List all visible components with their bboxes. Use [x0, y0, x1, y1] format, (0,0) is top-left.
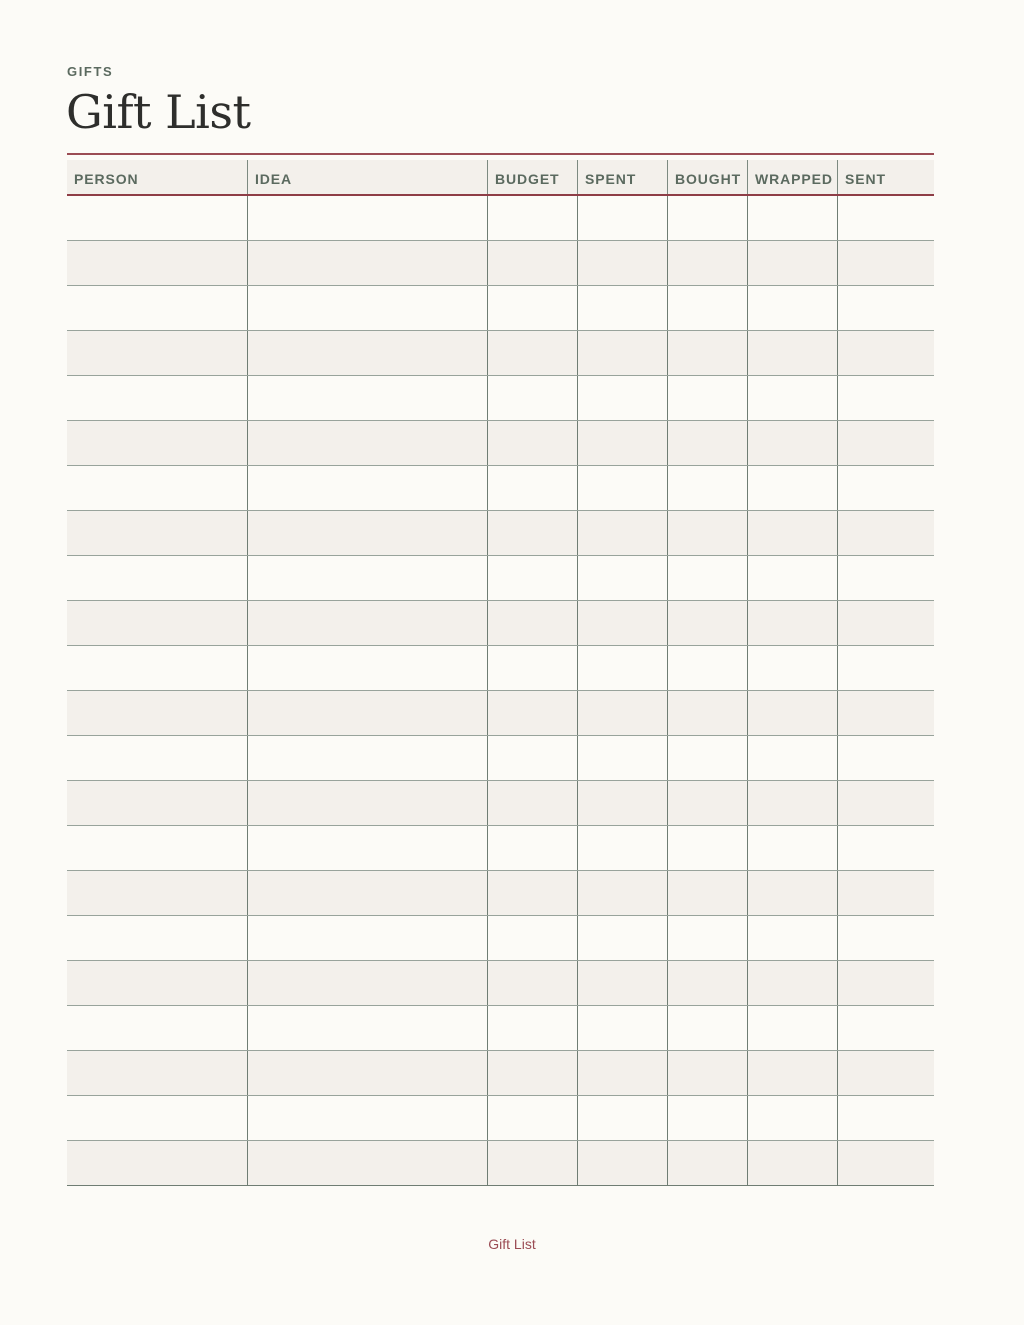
- cell-budget[interactable]: [487, 421, 577, 465]
- cell-idea[interactable]: [247, 916, 487, 960]
- cell-bought[interactable]: [667, 1051, 747, 1095]
- cell-sent[interactable]: [837, 916, 934, 960]
- cell-budget[interactable]: [487, 916, 577, 960]
- cell-idea[interactable]: [247, 376, 487, 420]
- table-row: [67, 1051, 934, 1096]
- footer-label: Gift List: [488, 1236, 536, 1252]
- cell-bought[interactable]: [667, 466, 747, 510]
- gift-list-table: [67, 160, 934, 1186]
- table-row: [67, 421, 934, 466]
- cell-budget[interactable]: [487, 241, 577, 285]
- table-row: [67, 466, 934, 511]
- column-header-budget: BUDGET: [487, 160, 577, 194]
- cell-spent[interactable]: [577, 376, 667, 420]
- table-row: [67, 736, 934, 781]
- cell-bought[interactable]: [667, 781, 747, 825]
- cell-person[interactable]: [67, 961, 247, 1005]
- cell-wrapped[interactable]: [747, 736, 837, 780]
- cell-wrapped[interactable]: [747, 196, 837, 240]
- cell-idea[interactable]: [247, 781, 487, 825]
- table-row: [67, 691, 934, 736]
- cell-sent[interactable]: [837, 466, 934, 510]
- column-header-wrapped: WRAPPED: [747, 160, 837, 194]
- cell-idea[interactable]: [247, 556, 487, 600]
- cell-wrapped[interactable]: [747, 286, 837, 330]
- cell-person[interactable]: [67, 331, 247, 375]
- cell-budget[interactable]: [487, 646, 577, 690]
- cell-budget[interactable]: [487, 961, 577, 1005]
- cell-bought[interactable]: [667, 1096, 747, 1140]
- cell-bought[interactable]: [667, 286, 747, 330]
- cell-wrapped[interactable]: [747, 1006, 837, 1050]
- cell-person[interactable]: [67, 736, 247, 780]
- table-row: [67, 241, 934, 286]
- table-row: [67, 916, 934, 961]
- cell-wrapped[interactable]: [747, 961, 837, 1005]
- cell-wrapped[interactable]: [747, 466, 837, 510]
- cell-sent[interactable]: [837, 736, 934, 780]
- cell-person[interactable]: [67, 511, 247, 555]
- cell-spent[interactable]: [577, 646, 667, 690]
- cell-person[interactable]: [67, 1006, 247, 1050]
- cell-sent[interactable]: [837, 871, 934, 915]
- cell-wrapped[interactable]: [747, 511, 837, 555]
- cell-spent[interactable]: [577, 736, 667, 780]
- title-divider: [67, 153, 934, 155]
- column-header-person: PERSON: [74, 171, 139, 187]
- section-eyebrow: GIFTS: [67, 64, 114, 79]
- cell-sent[interactable]: [837, 961, 934, 1005]
- cell-bought[interactable]: [667, 376, 747, 420]
- cell-spent[interactable]: [577, 871, 667, 915]
- table-row: [67, 646, 934, 691]
- cell-bought[interactable]: [667, 736, 747, 780]
- cell-sent[interactable]: [837, 556, 934, 600]
- cell-idea[interactable]: [247, 331, 487, 375]
- table-row: [67, 961, 934, 1006]
- cell-sent[interactable]: [837, 691, 934, 735]
- cell-bought[interactable]: [667, 646, 747, 690]
- cell-budget[interactable]: [487, 511, 577, 555]
- table-row: [67, 331, 934, 376]
- cell-person[interactable]: [67, 376, 247, 420]
- cell-spent[interactable]: [577, 961, 667, 1005]
- cell-spent[interactable]: [577, 331, 667, 375]
- cell-idea[interactable]: [247, 196, 487, 240]
- cell-person[interactable]: [67, 916, 247, 960]
- cell-budget[interactable]: [487, 556, 577, 600]
- cell-spent[interactable]: [577, 241, 667, 285]
- cell-idea[interactable]: [247, 1096, 487, 1140]
- cell-idea[interactable]: [247, 736, 487, 780]
- cell-spent[interactable]: [577, 1051, 667, 1095]
- cell-person[interactable]: [67, 781, 247, 825]
- cell-bought[interactable]: [667, 601, 747, 645]
- cell-idea[interactable]: [247, 691, 487, 735]
- cell-spent[interactable]: [577, 781, 667, 825]
- column-header-bought: BOUGHT: [667, 160, 747, 194]
- cell-person[interactable]: [67, 646, 247, 690]
- cell-person[interactable]: [67, 601, 247, 645]
- cell-person[interactable]: [67, 286, 247, 330]
- cell-sent[interactable]: [837, 376, 934, 420]
- cell-bought[interactable]: [667, 556, 747, 600]
- page-title: Gift List: [66, 85, 251, 139]
- cell-bought[interactable]: [667, 511, 747, 555]
- cell-bought[interactable]: [667, 916, 747, 960]
- cell-idea[interactable]: [247, 646, 487, 690]
- cell-budget[interactable]: [487, 466, 577, 510]
- cell-wrapped[interactable]: [747, 871, 837, 915]
- cell-wrapped[interactable]: [747, 781, 837, 825]
- cell-wrapped[interactable]: [747, 1051, 837, 1095]
- cell-person[interactable]: [67, 466, 247, 510]
- cell-sent[interactable]: [837, 826, 934, 870]
- cell-spent[interactable]: [577, 1096, 667, 1140]
- cell-budget[interactable]: [487, 691, 577, 735]
- cell-budget[interactable]: [487, 1051, 577, 1095]
- cell-person[interactable]: [67, 421, 247, 465]
- cell-sent[interactable]: [837, 1006, 934, 1050]
- cell-wrapped[interactable]: [747, 376, 837, 420]
- cell-idea[interactable]: [247, 871, 487, 915]
- cell-sent[interactable]: [837, 781, 934, 825]
- cell-idea[interactable]: [247, 826, 487, 870]
- cell-bought[interactable]: [667, 1141, 747, 1185]
- cell-idea[interactable]: [247, 286, 487, 330]
- cell-spent[interactable]: [577, 916, 667, 960]
- cell-idea[interactable]: [247, 1051, 487, 1095]
- cell-budget[interactable]: [487, 601, 577, 645]
- table-body: [67, 196, 934, 1186]
- table-row: [67, 601, 934, 646]
- table-row: [67, 781, 934, 826]
- cell-sent[interactable]: [837, 601, 934, 645]
- cell-person[interactable]: [67, 1051, 247, 1095]
- cell-budget[interactable]: [487, 826, 577, 870]
- cell-sent[interactable]: [837, 241, 934, 285]
- cell-person[interactable]: [67, 826, 247, 870]
- cell-bought[interactable]: [667, 871, 747, 915]
- cell-sent[interactable]: [837, 421, 934, 465]
- table-row: [67, 826, 934, 871]
- cell-idea[interactable]: [247, 1141, 487, 1185]
- cell-spent[interactable]: [577, 196, 667, 240]
- cell-spent[interactable]: [577, 286, 667, 330]
- cell-wrapped[interactable]: [747, 826, 837, 870]
- table-row: [67, 286, 934, 331]
- cell-budget[interactable]: [487, 781, 577, 825]
- cell-budget[interactable]: [487, 1141, 577, 1185]
- cell-wrapped[interactable]: [747, 331, 837, 375]
- cell-person[interactable]: [67, 241, 247, 285]
- cell-sent[interactable]: [837, 1096, 934, 1140]
- cell-spent[interactable]: [577, 466, 667, 510]
- cell-spent[interactable]: [577, 1141, 667, 1185]
- cell-bought[interactable]: [667, 331, 747, 375]
- cell-spent[interactable]: [577, 511, 667, 555]
- cell-person[interactable]: [67, 871, 247, 915]
- cell-spent[interactable]: [577, 421, 667, 465]
- cell-bought[interactable]: [667, 961, 747, 1005]
- cell-sent[interactable]: [837, 1051, 934, 1095]
- cell-bought[interactable]: [667, 196, 747, 240]
- cell-bought[interactable]: [667, 1006, 747, 1050]
- cell-person[interactable]: [67, 1096, 247, 1140]
- cell-wrapped[interactable]: [747, 1096, 837, 1140]
- cell-idea[interactable]: [247, 511, 487, 555]
- cell-bought[interactable]: [667, 826, 747, 870]
- cell-spent[interactable]: [577, 1006, 667, 1050]
- cell-person[interactable]: [67, 1141, 247, 1185]
- cell-spent[interactable]: [577, 691, 667, 735]
- cell-budget[interactable]: [487, 1096, 577, 1140]
- cell-idea[interactable]: [247, 466, 487, 510]
- cell-sent[interactable]: [837, 1141, 934, 1185]
- cell-spent[interactable]: [577, 601, 667, 645]
- cell-budget[interactable]: [487, 871, 577, 915]
- cell-wrapped[interactable]: [747, 646, 837, 690]
- cell-idea[interactable]: [247, 241, 487, 285]
- table-row: [67, 1141, 934, 1186]
- table-row: [67, 1096, 934, 1141]
- cell-budget[interactable]: [487, 1006, 577, 1050]
- column-header-spent: SPENT: [577, 160, 667, 194]
- table-header: [67, 160, 934, 196]
- cell-wrapped[interactable]: [747, 241, 837, 285]
- cell-person[interactable]: [67, 691, 247, 735]
- cell-bought[interactable]: [667, 421, 747, 465]
- table-row: [67, 376, 934, 421]
- cell-person[interactable]: [67, 196, 247, 240]
- table-row: [67, 556, 934, 601]
- cell-wrapped[interactable]: [747, 691, 837, 735]
- cell-budget[interactable]: [487, 736, 577, 780]
- cell-budget[interactable]: [487, 331, 577, 375]
- table-row: [67, 871, 934, 916]
- cell-sent[interactable]: [837, 646, 934, 690]
- cell-budget[interactable]: [487, 376, 577, 420]
- table-row: [67, 511, 934, 556]
- cell-budget[interactable]: [487, 286, 577, 330]
- cell-sent[interactable]: [837, 196, 934, 240]
- cell-wrapped[interactable]: [747, 421, 837, 465]
- cell-wrapped[interactable]: [747, 916, 837, 960]
- cell-idea[interactable]: [247, 961, 487, 1005]
- cell-sent[interactable]: [837, 331, 934, 375]
- cell-bought[interactable]: [667, 241, 747, 285]
- table-row: [67, 196, 934, 241]
- cell-budget[interactable]: [487, 196, 577, 240]
- cell-idea[interactable]: [247, 1006, 487, 1050]
- cell-idea[interactable]: [247, 421, 487, 465]
- column-header-sent: SENT: [837, 160, 934, 194]
- cell-sent[interactable]: [837, 286, 934, 330]
- cell-wrapped[interactable]: [747, 1141, 837, 1185]
- column-header-idea: IDEA: [247, 160, 487, 194]
- cell-spent[interactable]: [577, 556, 667, 600]
- cell-wrapped[interactable]: [747, 556, 837, 600]
- cell-wrapped[interactable]: [747, 601, 837, 645]
- table-row: [67, 1006, 934, 1051]
- cell-sent[interactable]: [837, 511, 934, 555]
- cell-spent[interactable]: [577, 826, 667, 870]
- cell-bought[interactable]: [667, 691, 747, 735]
- cell-person[interactable]: [67, 556, 247, 600]
- cell-idea[interactable]: [247, 601, 487, 645]
